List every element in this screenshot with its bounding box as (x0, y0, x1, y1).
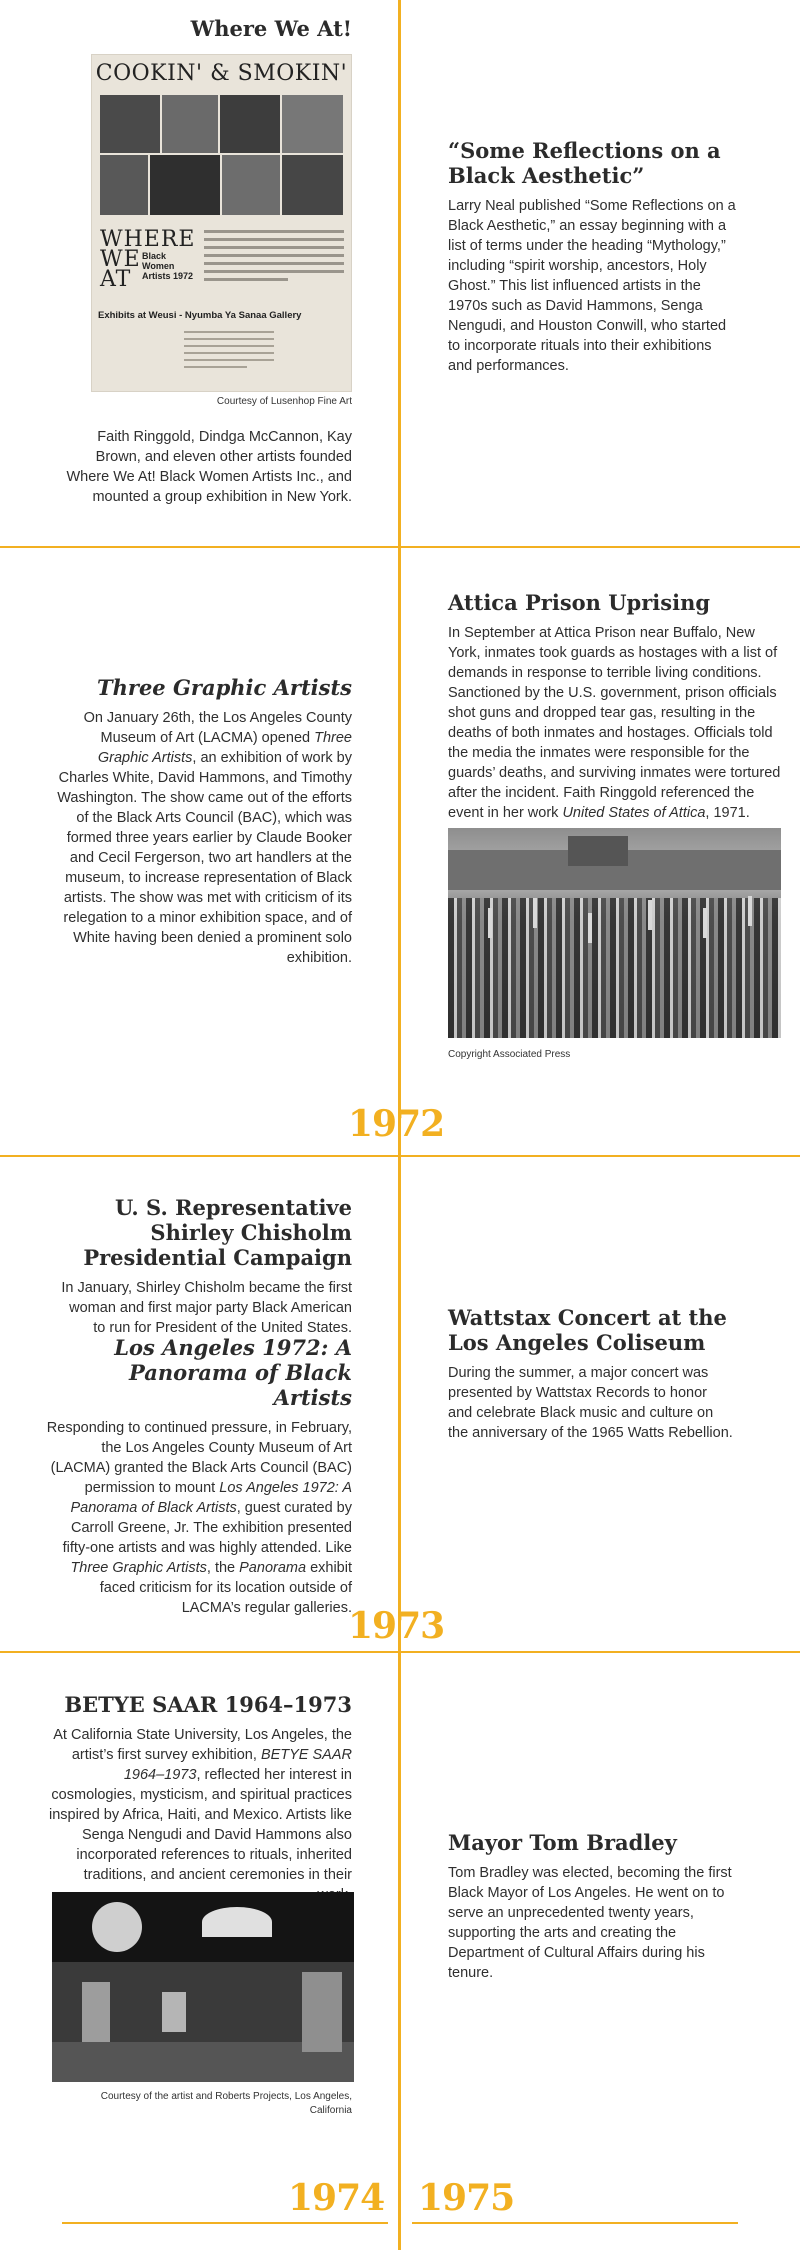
entry-title: Los Angeles 1972: A Panorama of Black Artists (114, 1335, 352, 1410)
poster-photo-collage (100, 95, 343, 215)
photo-caption: Courtesy of Lusenhop Fine Art (216, 396, 352, 407)
entry-title: BETYE SAAR 1964–1973 (64, 1692, 352, 1717)
tom-bradley-entry (448, 1830, 733, 1983)
attica-caption-block (448, 1042, 783, 1062)
where-we-at-entry (60, 16, 352, 49)
year-1975: 1975 (418, 2177, 515, 2219)
entry-body: Responding to continued pressure, in February, the Los Angeles County Museum of Art (LACMA) granted the Black Arts Council (BAC) permission to mount Los Angeles 1972: A Panorama of Black Artists, guest curated by Carroll Greene, Jr. The exhibition presented fifty-one artists and was highly attended. Like Three Graphic Artists, the Panorama exhibit faced criticism for its location outside of LACMA’s regular galleries. (46, 1420, 352, 1616)
entry-title: U. S. Representative Shirley Chisholm Presidential Campaign (83, 1195, 352, 1270)
entry-body: Faith Ringgold, Dindga McCannon, Kay Brown, and eleven other artists founded Where We At! Black Women Artists Inc., and mounted a group exhibition in New York. (66, 429, 352, 505)
entry-title: Mayor Tom Bradley (448, 1830, 677, 1855)
entry-body: On January 26th, the Los Angeles County Museum of Art (LACMA) opened Three Graphic Artists, an exhibition of work by Charles White, David Hammons, and Timothy Washington. The show came out of the efforts of the Black Arts Council (BAC), which was formed three years earlier by Claude Booker and Cecil Fergerson, two art handlers at the museum, to increase representation of Black artists. The show was met with criticism of its relegation to a minor exhibition space, and of White having been denied a prominent solo exhibition. (57, 710, 352, 966)
entry-title: Where We At! (190, 16, 352, 41)
photo-caption: Courtesy of the artist and Roberts Projects, Los Angeles, California (100, 2091, 352, 2116)
year-1973: 1973 (348, 1605, 445, 1647)
where-we-at-text (60, 395, 352, 507)
entry-title: Attica Prison Uprising (448, 590, 711, 615)
attica-entry (448, 590, 783, 823)
entry-body: At California State University, Los Angeles, the artist’s first survey exhibition, BETYE SAAR 1964–1973, reflected her interest in cosmologies, mysticism, and spiritual practices inspired by Africa, Haiti, and Mexico. Artists like Senga Nengudi and David Hammons also incorporated references to rituals, inherited traditions, and ancient ceremonies in their (48, 1727, 352, 1883)
poster-artist-names (204, 230, 344, 286)
betye-saar-installation-photo (52, 1892, 354, 2082)
where-we-at-poster (92, 55, 351, 391)
poster-address (184, 331, 274, 373)
three-graphic-artists-entry (55, 675, 352, 968)
year-1974: 1974 (288, 2177, 385, 2219)
entry-title: Three Graphic Artists (96, 675, 352, 700)
entry-body: In January, Shirley Chisholm became the first woman and first major party Black American to run for President of the United States. (61, 1280, 352, 1336)
entry-body: In September at Attica Prison near Buffalo, New York, inmates took guards as hostages with a list of demands in response to terrible living conditions. Sanctioned by the U.S. government, prison officials shot guns and dropped tear gas, resulting in the deaths of both inmates and hostages. Officials told the media the inmates were responsible for the guards’ deaths, and surviving inmates were tortured after the incident. Faith Ringgold referenced the event in her work United States of Attica, 1971. (448, 625, 781, 821)
chisholm-entry (55, 1195, 352, 1338)
reflections-entry (448, 138, 738, 376)
year-1972: 1972 (348, 1103, 445, 1145)
entry-body: During the summer, a major concert was presented by Wattstax Records to honor and celebrate Black music and culture on the anniversary of the 1965 Watts Rebellion. (448, 1365, 733, 1441)
poster-title: COOKIN' & SMOKIN' (95, 61, 348, 86)
betye-saar-caption-block (60, 2086, 352, 2118)
poster-where-we-at: WHERE WE AT (100, 227, 196, 292)
divider-1975 (412, 2222, 738, 2224)
poster-group-name: Black Women Artists 1972 (142, 251, 194, 281)
wattstax-entry (448, 1305, 733, 1443)
photo-caption: Copyright Associated Press (448, 1049, 571, 1060)
entry-body: Tom Bradley was elected, becoming the first Black Mayor of Los Angeles. He went on to serve an unprecedented twenty years, supporting the arts and creating the Department of Cultural Affairs during his tenure. (448, 1865, 732, 1981)
panorama-entry (45, 1335, 352, 1618)
attica-photo (448, 828, 781, 1038)
entry-body: Larry Neal published “Some Reflections on a Black Aesthetic,” an essay beginning with a list of terms under the heading “Mythology,” including “spirit worship, ancestors, Holy Ghost.” This list influenced artists in the 1970s such as David Hammons, Senga Nengudi, and Houston Conwill, who started to incorporate rituals into their exhibitions and performances. (448, 198, 736, 374)
divider-1973 (0, 1651, 800, 1653)
betye-saar-entry (45, 1692, 352, 1905)
divider-top (0, 546, 800, 548)
divider-1972 (0, 1155, 800, 1157)
poster-exhibit-line: Exhibits at Weusi - Nyumba Ya Sanaa Gallery (98, 310, 302, 321)
entry-title: Wattstax Concert at the Los Angeles Coliseum (448, 1305, 727, 1355)
entry-title: “Some Reflections on a Black Aesthetic” (448, 138, 721, 188)
divider-1974 (62, 2222, 388, 2224)
